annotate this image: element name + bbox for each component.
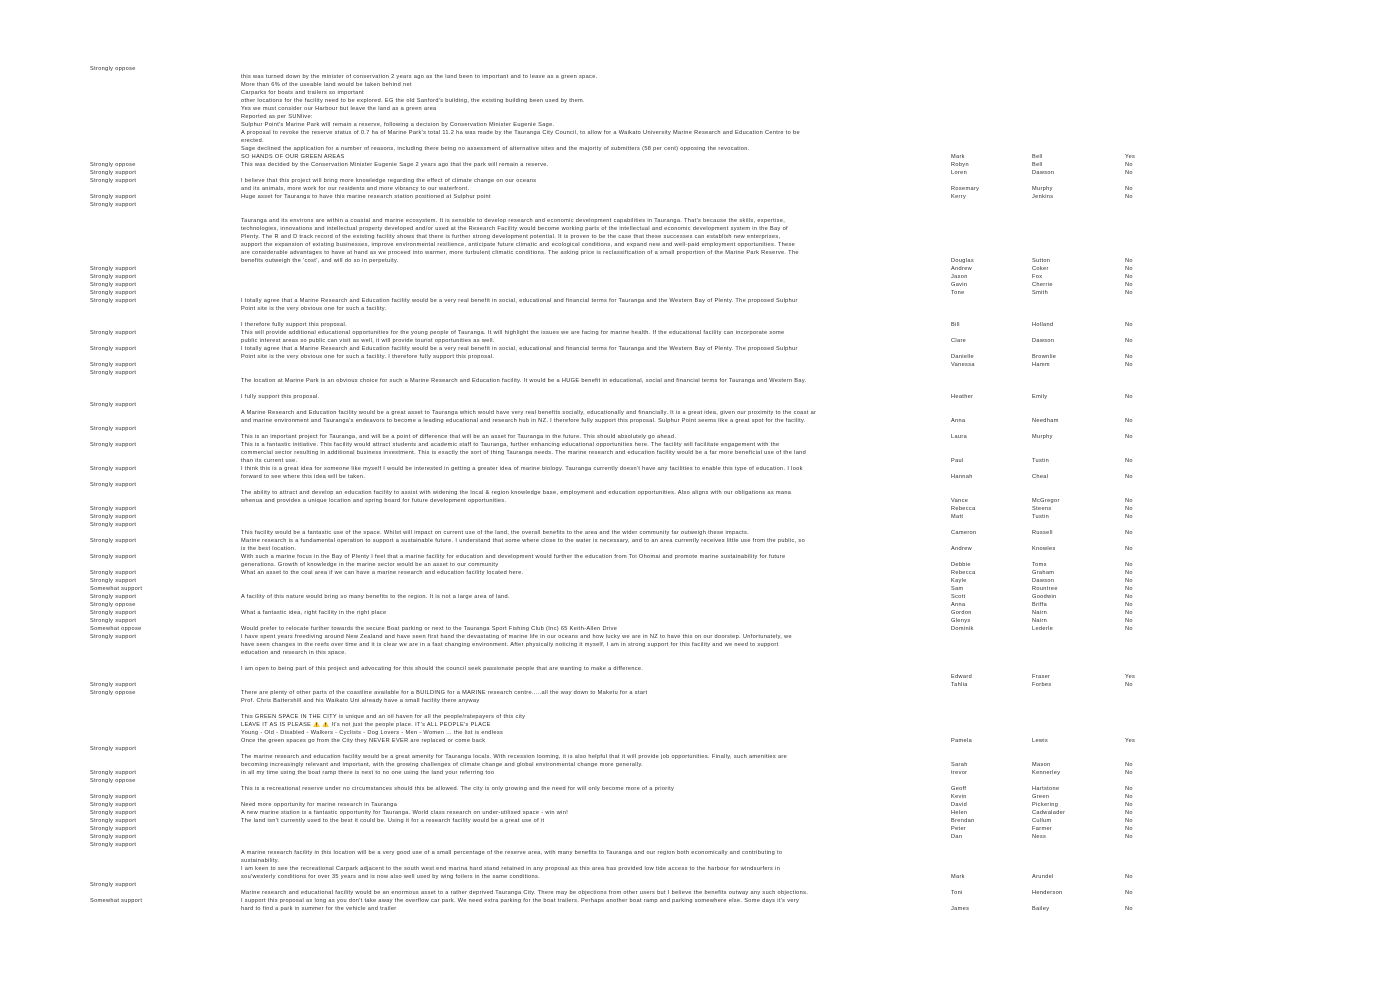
cell-first-name: Gordon	[951, 610, 972, 616]
cell-flag: No	[1125, 266, 1133, 272]
cell-flag: No	[1125, 874, 1133, 880]
cell-flag: No	[1125, 786, 1133, 792]
cell-position: Strongly oppose	[90, 602, 136, 608]
cell-last-name: McGregor	[1032, 498, 1060, 504]
cell-comment: There are plenty of other parts of the coastline available for a BUILDING for a MARINE research centre.....all the way down to Maketu for a start	[241, 690, 648, 696]
cell-first-name: Rebecca	[951, 570, 976, 576]
cell-last-name: Needham	[1032, 418, 1059, 424]
cell-flag: No	[1125, 546, 1133, 552]
cell-comment: This is a fantastic initiative. This facility would attract students and academic staff to Tauranga, further enhancing educational opportunities here. The facility will facilitate engagement with the	[241, 442, 780, 448]
cell-position: Strongly support	[90, 746, 137, 752]
cell-first-name: Vanessa	[951, 362, 975, 368]
cell-comment: commercial sector resulting in additional business investment. This is exactly the sort of thing Tauranga needs. The marine research and education facility would be a far more beneficial use of the land	[241, 450, 807, 456]
cell-first-name: Glenys	[951, 618, 971, 624]
cell-comment: Once the green spaces go from the City they NEVER EVER are replaced or come back	[241, 738, 486, 744]
cell-last-name: Hamm	[1032, 362, 1050, 368]
cell-comment: generations. Growth of knowledge in the marine sector would be an asset to our community	[241, 562, 499, 568]
cell-first-name: Kayle	[951, 578, 967, 584]
cell-position: Strongly oppose	[90, 778, 136, 784]
cell-comment: The ability to attract and develop an education facility to assist with widening the local & region knowledge base, employment and education opportunities. Also aligns with our obligations as mana	[241, 490, 792, 496]
cell-flag: No	[1125, 394, 1133, 400]
cell-comment: whenua and provides a unique location and spring board for future development opportunities.	[241, 498, 507, 504]
cell-first-name: Vance	[951, 498, 969, 504]
cell-first-name: Andrew	[951, 266, 973, 272]
cell-comment: Plenty. The R and D track record of the existing facility shows that there is further strong development potential. It is proven to be the case that these successes can establish new enterprises,	[241, 234, 781, 240]
cell-last-name: Forbes	[1032, 682, 1052, 688]
cell-last-name: Coker	[1032, 266, 1049, 272]
cell-flag: No	[1125, 258, 1133, 264]
cell-last-name: Lederle	[1032, 626, 1054, 632]
cell-flag: No	[1125, 322, 1133, 328]
cell-last-name: Fox	[1032, 274, 1043, 280]
cell-comment: LEAVE IT AS IS PLEASE ⚠️ ⚠️ It's not just the people place. IT's ALL PEOPLE's PLACE	[241, 722, 491, 728]
cell-first-name: Douglas	[951, 258, 974, 264]
cell-flag: No	[1125, 338, 1133, 344]
cell-position: Strongly support	[90, 298, 137, 304]
cell-position: Strongly oppose	[90, 162, 136, 168]
cell-position: Strongly support	[90, 634, 137, 640]
cell-flag: No	[1125, 170, 1133, 176]
cell-last-name: Murphy	[1032, 434, 1053, 440]
cell-first-name: Heather	[951, 394, 974, 400]
cell-comment: forward to see where this idea will be taken.	[241, 474, 366, 480]
cell-first-name: Rosemary	[951, 186, 980, 192]
cell-comment: support the expansion of existing businesses, improve environmental resilience, anticipate future climatic and ecological conditions, and expand new and well-paid employment opportunities. These	[241, 242, 796, 248]
cell-first-name: Sam	[951, 586, 964, 592]
cell-comment: are considerable advantages to have at hand as we proceed into warmer, more turbulent climatic conditions. The asking price is reclassification of a small proportion of the Marine Park Reserve. The	[241, 250, 799, 256]
cell-first-name: Robyn	[951, 162, 969, 168]
cell-last-name: Toms	[1032, 562, 1047, 568]
cell-first-name: Scott	[951, 594, 966, 600]
cell-last-name: Smith	[1032, 290, 1049, 296]
cell-last-name: Nairn	[1032, 610, 1048, 616]
cell-flag: No	[1125, 602, 1133, 608]
cell-comment: Tauranga and its environs are within a coastal and marine ecosystem. It is sensible to develop research and economic development capabilities in Tauranga. That's because the skills, expertise,	[241, 218, 786, 224]
cell-flag: Yes	[1125, 674, 1136, 680]
cell-flag: Yes	[1125, 738, 1136, 744]
cell-position: Strongly support	[90, 578, 137, 584]
cell-last-name: Graham	[1032, 570, 1055, 576]
cell-last-name: Mason	[1032, 762, 1051, 768]
cell-comment: I support this proposal as long as you don't take away the overflow car park. We need extra parking for the boat trailers. Perhaps another boat ramp and parking somewhere else. Some days it's very	[241, 898, 800, 904]
cell-first-name: Peter	[951, 826, 967, 832]
cell-first-name: Helen	[951, 810, 968, 816]
cell-last-name: Sutton	[1032, 258, 1051, 264]
cell-comment: Reported as per SUNlive:	[241, 114, 313, 120]
cell-last-name: Pickering	[1032, 802, 1059, 808]
cell-comment: becoming increasingly relevant and important, with the growing challenges of climate change and global environmental change more generally.	[241, 762, 644, 768]
cell-last-name: Steens	[1032, 506, 1052, 512]
cell-flag: No	[1125, 826, 1133, 832]
cell-comment: A new marine station is a fantastic opportunity for Tauranga. World class research on under-utilised space - win win!	[241, 810, 569, 816]
cell-position: Strongly support	[90, 178, 137, 184]
cell-position: Strongly support	[90, 506, 137, 512]
cell-flag: No	[1125, 530, 1133, 536]
cell-position: Strongly support	[90, 514, 137, 520]
cell-first-name: Kevin	[951, 794, 967, 800]
cell-flag: No	[1125, 906, 1133, 912]
cell-position: Strongly support	[90, 170, 137, 176]
cell-position: Strongly support	[90, 466, 137, 472]
cell-flag: No	[1125, 810, 1133, 816]
cell-comment: I fully support this proposal.	[241, 394, 320, 400]
cell-last-name: Cheal	[1032, 474, 1049, 480]
cell-flag: No	[1125, 682, 1133, 688]
cell-position: Strongly support	[90, 370, 137, 376]
cell-comment: and its animals, more work for our residents and more vibrancy to our waterfront.	[241, 186, 470, 192]
cell-position: Strongly support	[90, 194, 137, 200]
cell-comment: Need more opportunity for marine research in Tauranga	[241, 802, 398, 808]
cell-position: Somewhat support	[90, 898, 143, 904]
cell-comment: A proposal to revoke the reserve status of 0.7 ha of Marine Park's total 11.2 ha was made by the Tauranga City Council, to allow for a Waikato University Marine Research and Education Centre to be	[241, 130, 800, 136]
cell-first-name: Edward	[951, 674, 973, 680]
cell-flag: Yes	[1125, 154, 1136, 160]
cell-first-name: Toni	[951, 890, 963, 896]
cell-last-name: Emily	[1032, 394, 1048, 400]
cell-last-name: Jenkins	[1032, 194, 1054, 200]
cell-comment: This facility would be a fantastic use of the space. Whilst will impact on current use of the land, the overall benefits to the area and the wider community far outweigh these impacts.	[241, 530, 750, 536]
cell-last-name: Henderson	[1032, 890, 1063, 896]
cell-last-name: Green	[1032, 794, 1050, 800]
cell-last-name: Lewis	[1032, 738, 1049, 744]
cell-position: Strongly support	[90, 818, 137, 824]
cell-position: Strongly support	[90, 330, 137, 336]
cell-position: Strongly support	[90, 426, 137, 432]
cell-comment: Marine research is a fundamental operation to support a sustainable future. I understand that some where close to the water is necessary, and to an area currently receives little use from the public, so	[241, 538, 806, 544]
cell-first-name: Dominik	[951, 626, 974, 632]
cell-last-name: Brownlie	[1032, 354, 1057, 360]
cell-flag: No	[1125, 762, 1133, 768]
cell-last-name: Fraser	[1032, 674, 1051, 680]
cell-first-name: Jason	[951, 274, 968, 280]
cell-flag: No	[1125, 162, 1133, 168]
cell-last-name: Cherrie	[1032, 282, 1053, 288]
cell-last-name: Knowles	[1032, 546, 1056, 552]
cell-position: Strongly support	[90, 346, 137, 352]
cell-comment: I therefore fully support this proposal.	[241, 322, 348, 328]
cell-comment: in all my time using the boat ramp there is next to no one using the land your referring too	[241, 770, 495, 776]
cell-last-name: Bell	[1032, 154, 1043, 160]
cell-comment: I have spent years freediving around New Zealand and have seen first hand the devastating of marine life in our oceans and how lucky we are in NZ to have this on our doorstep. Unfortunately, we	[241, 634, 792, 640]
cell-last-name: Hartstone	[1032, 786, 1060, 792]
cell-position: Strongly oppose	[90, 66, 136, 72]
cell-first-name: Pamela	[951, 738, 973, 744]
cell-flag: No	[1125, 570, 1133, 576]
cell-comment: Young - Old - Disabled - Walkers - Cyclists - Dog Lovers - Men - Women ... the list is endless	[241, 730, 504, 736]
cell-last-name: Arundel	[1032, 874, 1054, 880]
cell-comment: A Marine Research and Education facility would be a great asset to Tauranga which would have very real benefits socially, educationally and financially. It is a great idea, given our proximity to the coast ar	[241, 410, 817, 416]
cell-position: Strongly support	[90, 538, 137, 544]
cell-flag: No	[1125, 514, 1133, 520]
cell-comment: is the best location.	[241, 546, 297, 552]
cell-last-name: Cullum	[1032, 818, 1052, 824]
cell-flag: No	[1125, 626, 1133, 632]
cell-comment: This GREEN SPACE IN THE CITY is unique and an oil haven for all the people/ratepayers of this city	[241, 714, 526, 720]
cell-comment: public interest areas so public can visit as well, it will provide tourist opportunities as well.	[241, 338, 495, 344]
cell-position: Strongly support	[90, 610, 137, 616]
cell-position: Strongly support	[90, 202, 137, 208]
cell-comment: I think this is a great idea for someone like myself I would be interested in getting a greater idea of marine biology. Tauranga currently doesn't have any facilities to enable this type of education. I look	[241, 466, 803, 472]
cell-first-name: Brendan	[951, 818, 975, 824]
cell-last-name: Bailey	[1032, 906, 1050, 912]
cell-comment: other locations for the facility need to be explored. EG the old Sanford's building, the existing building been used by them.	[241, 98, 585, 104]
cell-comment: The marine research and education facility would be a great amenity for Tauranga locals. With recession looming, it is also helpful that it will provide job opportunities. Finally, such amenities are	[241, 754, 788, 760]
cell-first-name: Mark	[951, 154, 965, 160]
cell-comment: What an asset to the coal area if we can have a marine research and education facility located here.	[241, 570, 524, 576]
cell-first-name: Loren	[951, 170, 968, 176]
cell-first-name: Debbie	[951, 562, 971, 568]
cell-first-name: Laura	[951, 434, 968, 440]
cell-comment: This was decided by the Conservation Minister Eugenie Sage 2 years ago that the park will remain a reserve.	[241, 162, 549, 168]
cell-last-name: Murphy	[1032, 186, 1053, 192]
cell-position: Strongly support	[90, 442, 137, 448]
cell-position: Strongly support	[90, 554, 137, 560]
cell-comment: Huge asset for Tauranga to have this marine research station positioned at Sulphur point	[241, 194, 491, 200]
cell-comment: Marine research and educational facility would be an enormous asset to a rather deprived Tauranga City. There may be objections from other users but I believe the benefits outway any such objections.	[241, 890, 809, 896]
cell-comment: This is a recreational reserve under no circumstances should this be allowed. The city is only growing and the need for will only become more of a priority	[241, 786, 675, 792]
cell-first-name: Anna	[951, 602, 966, 608]
cell-last-name: Dawson	[1032, 578, 1055, 584]
cell-comment: benefits outweigh the 'cost', and will do so in perpetuity.	[241, 258, 399, 264]
cell-comment: More than 6% of the useable land would be taken behind net	[241, 82, 412, 88]
cell-comment: A marine research facility in this location will be a very good use of a small percentage of the reserve area, with many benefits to Tauranga and our region both economically and contributing to	[241, 850, 783, 856]
cell-position: Somewhat support	[90, 586, 143, 592]
cell-flag: No	[1125, 274, 1133, 280]
cell-comment: I totally agree that a Marine Research and Education facility would be a very real benefit in social, educational and financial terms for Tauranga and the Western Bay of Plenty. The proposed Sulphur	[241, 298, 798, 304]
cell-position: Strongly support	[90, 810, 137, 816]
cell-comment: Would prefer to relocate further towards the secure Boat parking or next to the Tauranga Sport Fishing Club (Inc) 65 Keith-Allen Drive	[241, 626, 618, 632]
cell-comment: Yes we must consider our Harbour but leave the land as a green area	[241, 106, 437, 112]
cell-comment: have seen changes in the reefs over time and it is clear we are in a fast changing environment. After physically noticing it myself, I am in strong support for this facility and we need to support	[241, 642, 779, 648]
cell-comment: SO HANDS OF OUR GREEN AREAS	[241, 154, 345, 160]
cell-comment: I believe that this project will bring more knowledge regarding the effect of climate change on our oceans	[241, 178, 537, 184]
cell-position: Strongly support	[90, 290, 137, 296]
cell-last-name: Bell	[1032, 162, 1043, 168]
cell-first-name: Clare	[951, 338, 967, 344]
cell-comment: Sulphur Point's Marine Park will remain a reserve, following a decision by Conservation Minister Eugenie Sage.	[241, 122, 555, 128]
cell-first-name: Mark	[951, 874, 965, 880]
cell-first-name: David	[951, 802, 968, 808]
cell-flag: No	[1125, 562, 1133, 568]
cell-first-name: Kerry	[951, 194, 967, 200]
cell-comment: I am keen to see the recreational Carpark adjacent to the south west end marina hard stand retained in any proposal as this area has provided low tide access to the harbour for windsurfers in	[241, 866, 781, 872]
cell-last-name: Dawson	[1032, 170, 1055, 176]
cell-comment: than its current use.	[241, 458, 298, 464]
cell-last-name: Ness	[1032, 834, 1047, 840]
cell-comment: Point site is the very obvious one for such a facility. I therefore fully support this proposal.	[241, 354, 495, 360]
cell-last-name: Nairn	[1032, 618, 1048, 624]
cell-comment: I am open to being part of this project and advocating for this should the council seek passionate people that are wanting to make a difference.	[241, 666, 644, 672]
cell-flag: No	[1125, 618, 1133, 624]
cell-first-name: Gavin	[951, 282, 968, 288]
cell-comment: A facility of this nature would bring so many benefits to the region. It is not a large area of land.	[241, 594, 510, 600]
cell-flag: No	[1125, 498, 1133, 504]
cell-first-name: Sarah	[951, 762, 968, 768]
cell-position: Strongly support	[90, 834, 137, 840]
cell-comment: Prof. Chris Battershill and his Waikato Uni already have a small facility there anyway	[241, 698, 480, 704]
cell-position: Strongly support	[90, 482, 137, 488]
cell-last-name: Goodwin	[1032, 594, 1057, 600]
cell-position: Somewhat oppose	[90, 626, 142, 632]
cell-comment: The land isn't currently used to the best it could be. Using it for a research facility would be a great use of it	[241, 818, 545, 824]
cell-flag: No	[1125, 290, 1133, 296]
cell-position: Strongly support	[90, 802, 137, 808]
cell-comment: education and research in this space.	[241, 650, 347, 656]
cell-first-name: Bill	[951, 322, 960, 328]
cell-position: Strongly support	[90, 770, 137, 776]
cell-flag: No	[1125, 474, 1133, 480]
cell-position: Strongly support	[90, 794, 137, 800]
cell-comment: Sage declined the application for a number of reasons, including there being no assessment of alternative sites and the majority of submitters (58 per cent) opposing the revocation.	[241, 146, 750, 152]
cell-position: Strongly support	[90, 266, 137, 272]
cell-last-name: Farmer	[1032, 826, 1053, 832]
cell-first-name: Hannah	[951, 474, 973, 480]
cell-last-name: Russell	[1032, 530, 1053, 536]
cell-last-name: Holland	[1032, 322, 1054, 328]
cell-comment: Point site is the very obvious one for such a facility.	[241, 306, 387, 312]
cell-comment: technologies, innovations and intellectual property developed and/or used at the Research Facility would become working parts of the intellectual and economic development system in the Bay of	[241, 226, 788, 232]
cell-flag: No	[1125, 434, 1133, 440]
cell-position: Strongly support	[90, 274, 137, 280]
cell-first-name: Danielle	[951, 354, 975, 360]
cell-flag: No	[1125, 802, 1133, 808]
cell-flag: No	[1125, 834, 1133, 840]
cell-first-name: James	[951, 906, 970, 912]
cell-position: Strongly support	[90, 618, 137, 624]
cell-last-name: Tustin	[1032, 458, 1050, 464]
cell-first-name: Geoff	[951, 786, 967, 792]
cell-comment: Carparks for boats and trailers so important	[241, 90, 364, 96]
cell-position: Strongly support	[90, 594, 137, 600]
cell-flag: No	[1125, 186, 1133, 192]
cell-last-name: Rountree	[1032, 586, 1058, 592]
cell-comment: What a fantastic idea, right facility in the right place	[241, 610, 387, 616]
cell-flag: No	[1125, 362, 1133, 368]
cell-flag: No	[1125, 890, 1133, 896]
cell-first-name: Tone	[951, 290, 965, 296]
cell-flag: No	[1125, 282, 1133, 288]
cell-comment: sustainability.	[241, 858, 280, 864]
cell-position: Strongly support	[90, 362, 137, 368]
cell-position: Strongly support	[90, 282, 137, 288]
cell-first-name: Dan	[951, 834, 963, 840]
cell-position: Strongly oppose	[90, 690, 136, 696]
cell-position: Strongly support	[90, 402, 137, 408]
cell-position: Strongly support	[90, 522, 137, 528]
cell-first-name: Andrew	[951, 546, 973, 552]
cell-last-name: Kennerley	[1032, 770, 1061, 776]
cell-last-name: Briffa	[1032, 602, 1048, 608]
cell-first-name: Paul	[951, 458, 964, 464]
cell-comment: This will provide additional educational opportunities for the young people of Tauranga. It will highlight the issues we are facing for marine health. If the educational facility can incorporate some	[241, 330, 785, 336]
cell-comment: The location at Marine Park is an obvious choice for such a Marine Research and Education facility. It would be a HUGE benefit in educational, social and financial terms for Tauranga and Western Bay.	[241, 378, 807, 384]
cell-comment: With such a marine focus in the Bay of Plenty I feel that a marine facility for education and development would further the education from Toi Ohomai and promote marine sustainability for future	[241, 554, 786, 560]
cell-position: Strongly support	[90, 842, 137, 848]
cell-comment: erected.	[241, 138, 265, 144]
cell-comment: This is an important project for Tauranga, and will be a point of difference that will be an asset for Tauranga in the future. This should absolutely go ahead.	[241, 434, 677, 440]
cell-first-name: Rebecca	[951, 506, 976, 512]
cell-flag: No	[1125, 770, 1133, 776]
cell-flag: No	[1125, 594, 1133, 600]
cell-first-name: Anna	[951, 418, 966, 424]
cell-last-name: Cadwalader	[1032, 810, 1066, 816]
cell-flag: No	[1125, 506, 1133, 512]
cell-flag: No	[1125, 458, 1133, 464]
cell-comment: sou'westerly conditions for over 35 years and is now also well used by wing foilers in the same conditions.	[241, 874, 541, 880]
cell-position: Strongly support	[90, 682, 137, 688]
cell-comment: I totally agree that a Marine Research and Education facility would be a very real benefit in social, educational and financial terms for Tauranga and the Western Bay of Plenty. The proposed Sulphur	[241, 346, 798, 352]
cell-last-name: Dawson	[1032, 338, 1055, 344]
cell-first-name: trevor	[951, 770, 968, 776]
cell-flag: No	[1125, 794, 1133, 800]
cell-flag: No	[1125, 194, 1133, 200]
cell-flag: No	[1125, 578, 1133, 584]
cell-comment: hard to find a park in summer for the vehicle and trailer	[241, 906, 397, 912]
cell-comment: and marine environment and Tauranga's endeavors to become a leading educational and research hub in NZ. I therefore fully support this proposal. Sulphur Point seems like a great spot for the facility.	[241, 418, 806, 424]
cell-first-name: Cameron	[951, 530, 977, 536]
cell-flag: No	[1125, 818, 1133, 824]
cell-position: Strongly support	[90, 570, 137, 576]
cell-last-name: Tustin	[1032, 514, 1050, 520]
cell-position: Strongly support	[90, 826, 137, 832]
cell-flag: No	[1125, 586, 1133, 592]
cell-flag: No	[1125, 418, 1133, 424]
cell-flag: No	[1125, 610, 1133, 616]
cell-first-name: Tahlia	[951, 682, 968, 688]
cell-position: Strongly support	[90, 882, 137, 888]
cell-flag: No	[1125, 354, 1133, 360]
cell-comment: this was turned down by the minister of conservation 2 years ago as the land been to important and to leave as a green space.	[241, 74, 598, 80]
cell-first-name: Matt	[951, 514, 964, 520]
